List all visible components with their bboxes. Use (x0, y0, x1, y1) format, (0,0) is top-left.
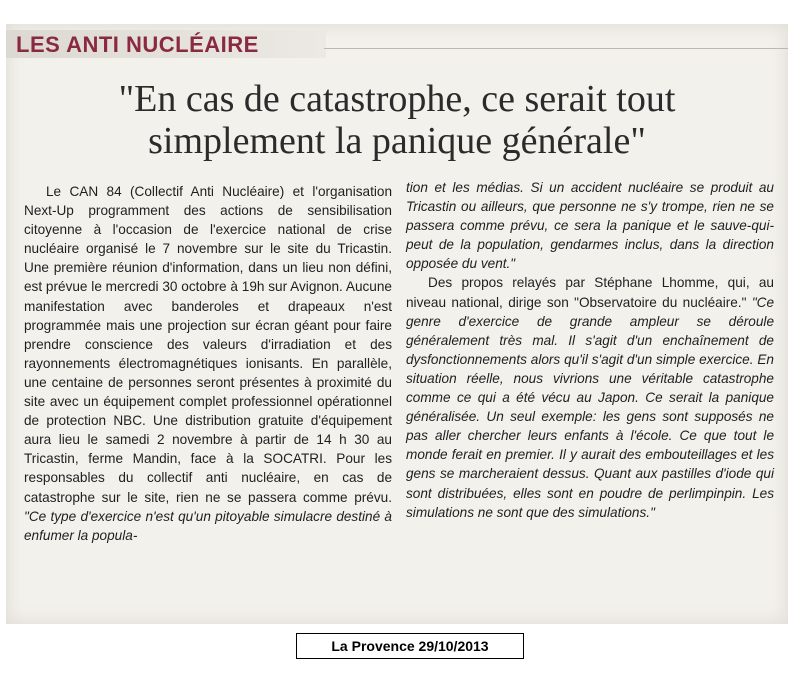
expert-quote: "Ce genre d'exercice de grande ampleur se déroule généralement très mal. Il s'agit d'un enchaînement de dysfonctionnements alors qu'il s'agit d'un simple exercice. En situation réelle, nous vivrions une véritable catastrophe comme ce qui a été vécu au Japon. Ce serait la panique généralisée. Un seul exemple: les gens sont supposés ne pas aller chercher leurs enfants à l'école. Ce que tout le monde ferait en premier. Il y aurait des embouteillages et les gens se marcheraient dessus. Quant aux pastilles d'iode qui sont distribuées, elles sont en poudre de perlimpinpin. Les simulations ne sont que des simulations." (406, 294, 775, 520)
header-rule (324, 48, 788, 49)
article-column-1 (24, 182, 392, 545)
attribution-text: Des propos relayés par Stéphane Lhomme, qui, au niveau national, dirige son "Observatoire du nucléaire." (406, 275, 774, 310)
paragraph-text: Le CAN 84 (Collectif Anti Nucléaire) et l'organisation Next-Up programment des actions de sensibilisation citoyenne à l'occasion de l'exercice national de crise nucléaire organisé le 7 novembre sur le site du Tricastin. Une première réunion d'information, dans un lieu non défini, est prévue le mercredi 30 octobre à 19h sur Avignon. Aucune manifestation avec banderoles et drapeaux n'est programmée mais une projection sur écran géant pour faire prendre conscience des valeurs d'irradiation et des rayonnements électromagnétiques ionisants. En parallèle, une centaine de personnes seront présentes à proximité du site avec un équipement complet professionnel opérationnel de protection NBC. Une distribution gratuite d'équipement aura lieu le samedi 2 novembre à partir de 14 h 30 au Tricastin, ferme Mandin, face à la SOCATRI. Pour les responsables du collectif anti nucléaire, en cas de catastrophe sur le site, rien ne se passera comme prévu. (24, 184, 392, 505)
column-1-paragraph (24, 182, 392, 545)
newspaper-clipping (6, 24, 788, 624)
article-column-2 (406, 178, 774, 522)
quote-continuation: tion et les médias. Si un accident nucléaire se produit au Tricastin ou ailleurs, que personne ne s'y trompe, rien ne se passera comme prévu, ce sera la panique et le sauve-qui-peut de la population, gendarmes inclus, dans la direction opposée du vent." (406, 180, 774, 272)
source-caption: La Provence 29/10/2013 (296, 633, 524, 659)
article-headline: "En cas de catastrophe, ce serait tout simplement la panique générale" (118, 78, 676, 162)
section-rubric: LES ANTI NUCLÉAIRE (16, 32, 259, 57)
column-2-paragraph (406, 273, 774, 521)
quote-start: "Ce type d'exercice n'est qu'un pitoyable simulacre destiné à enfumer la popula- (24, 508, 392, 543)
